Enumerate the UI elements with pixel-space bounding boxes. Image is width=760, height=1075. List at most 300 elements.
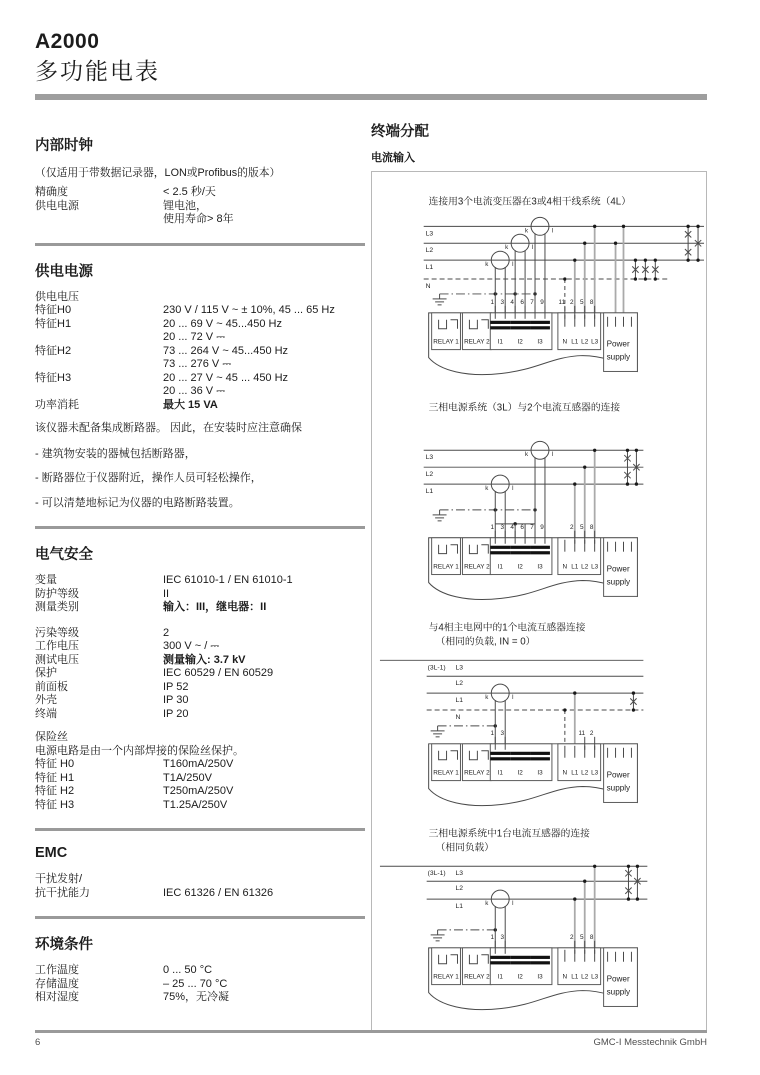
section-separator [35, 526, 365, 529]
spec-row-group [35, 873, 365, 900]
terminal-number: 1 [490, 933, 495, 941]
junction-dot [644, 277, 647, 280]
terminal-number: 7 [530, 298, 534, 306]
spec-label: 特征 H1 [35, 771, 75, 784]
shorting-link [510, 321, 530, 324]
section-separator [35, 828, 365, 831]
terminal-number: 8 [589, 933, 594, 941]
spec-value [163, 372, 365, 399]
shorting-link [490, 757, 510, 760]
junction-dot [644, 258, 647, 261]
spec-value [163, 601, 365, 615]
current-input-label: I2 [517, 769, 523, 777]
line-label: L1 [455, 903, 464, 911]
ct-l-label: l [512, 694, 514, 702]
section-heading: 环境条件 [35, 937, 93, 953]
spec-value [163, 291, 365, 305]
junction-dot [626, 482, 629, 485]
spec-row [35, 758, 365, 772]
spec-label: 抗干扰能力 [35, 886, 90, 899]
spec-value-line: T1.25A/250V [163, 798, 228, 811]
spec-value [163, 785, 365, 799]
junction-dot [635, 449, 638, 452]
junction-dot [593, 225, 596, 228]
section-internal-clock [35, 134, 365, 227]
header-rule [35, 94, 707, 100]
spec-value [163, 873, 365, 887]
spec-row [35, 964, 365, 978]
spec-label: 供电电压 [35, 290, 79, 303]
spec-value [163, 772, 365, 786]
spec-value [163, 399, 365, 413]
spec-value-line: 73 ... 264 V ~ 45...450 Hz [163, 344, 289, 357]
spec-value-line: < 2.5 秒/天 [163, 186, 216, 198]
spec-value [163, 200, 365, 227]
shorting-link [490, 321, 510, 324]
junction-dot [634, 258, 637, 261]
junction-dot [696, 258, 699, 261]
voltage-input-label: L1 [571, 563, 579, 571]
system-prefix-label: (3L-1) [427, 870, 446, 878]
current-input-label: I1 [497, 563, 503, 571]
terminal-number: 2 [570, 298, 574, 306]
junction-dot [583, 242, 586, 245]
spec-row [35, 991, 365, 1005]
spec-value [163, 667, 365, 681]
shorting-link [490, 752, 510, 755]
spec-value-line: 230 V / 115 V ~ ± 10%, 45 ... 65 Hz [163, 304, 335, 316]
shorting-link [510, 961, 530, 964]
junction-dot [654, 258, 657, 261]
shorting-link [530, 551, 550, 554]
spec-label: 特征H2 [35, 344, 72, 357]
current-input-label: I3 [537, 973, 543, 981]
spec-label: 变量 [35, 574, 57, 586]
ct-l-label: l [512, 900, 514, 908]
shorting-link [490, 546, 510, 549]
voltage-input-label: L3 [591, 563, 599, 571]
diagram-title: 连接用3个电流变压器在3或4相干线系统（4L） [428, 196, 631, 208]
spec-value [163, 345, 365, 372]
line-label: L1 [455, 697, 464, 705]
spec-label: 测试电压 [35, 653, 79, 666]
spec-value [163, 640, 365, 654]
ct-k-label: k [485, 900, 489, 908]
power-supply-label: Power [606, 339, 630, 349]
junction-dot [583, 465, 586, 468]
shorting-link [530, 757, 550, 760]
line-label: L2 [455, 885, 464, 893]
spec-label: 精确度 [35, 186, 68, 198]
bullet-list [35, 448, 365, 511]
spec-value [163, 758, 365, 772]
spec-label: 特征 H0 [35, 758, 75, 770]
ct-l-label: l [551, 451, 554, 459]
spec-row [35, 694, 365, 708]
spec-value [163, 588, 365, 602]
section-heading: 内部时钟 [35, 138, 93, 154]
terminal-number: 7 [530, 523, 534, 531]
shorting-link [490, 326, 510, 329]
voltage-input-label: N [562, 973, 568, 981]
wiring-diagram-3 [372, 614, 706, 810]
terminal-heading: 终端分配 [371, 124, 429, 140]
terminal-number: 4 [510, 523, 514, 531]
line-label: N [455, 713, 461, 721]
voltage-input-label: L2 [581, 769, 589, 777]
section-heading: 供电电源 [35, 263, 93, 280]
power-supply-label: Power [606, 770, 630, 780]
spec-value-line: IEC 61010-1 / EN 61010-1 [163, 574, 293, 586]
voltage-input-label: N [562, 563, 568, 571]
diagram-subtitle: （相同负载） [435, 842, 495, 854]
shorting-link [530, 956, 550, 959]
shorting-link [510, 326, 530, 329]
spec-row [35, 708, 365, 722]
relay-label: RELAY 2 [464, 973, 490, 981]
spec-value-line: 输入：III，继电器：II [163, 601, 267, 613]
bullet-item: - 断路器位于仪器附近，操作人员可轻松操作， [35, 472, 262, 484]
line-label: N [425, 282, 431, 290]
relay-label: RELAY 1 [433, 769, 459, 777]
power-supply-label: supply [606, 987, 631, 997]
junction-dot [636, 865, 639, 868]
voltage-input-label: L3 [591, 338, 599, 346]
page-footer [35, 1030, 707, 1048]
relay-label: RELAY 2 [464, 563, 490, 571]
ct-l-label: l [512, 485, 514, 493]
shorting-link [530, 961, 550, 964]
spec-row-group [35, 964, 365, 1005]
spec-value [163, 991, 365, 1005]
line-label: L1 [425, 488, 434, 496]
power-supply-label: supply [606, 352, 631, 362]
spec-row [35, 654, 365, 668]
terminal-number: 9 [540, 523, 544, 531]
spec-value-line: II [163, 587, 170, 600]
voltage-input-label: L3 [591, 769, 599, 777]
spec-value [163, 708, 365, 722]
spec-row [35, 627, 365, 641]
terminal-number: 5 [579, 523, 584, 531]
voltage-input-label: L1 [571, 338, 579, 346]
spec-label: 保护 [35, 667, 57, 679]
spec-row [35, 887, 365, 901]
spec-row [35, 640, 365, 654]
shorting-link [490, 961, 510, 964]
section-power-supply [35, 260, 365, 511]
shorting-link [510, 551, 530, 554]
power-supply-label: Power [606, 564, 630, 574]
shorting-link [530, 546, 550, 549]
wiring-diagram-4 [372, 820, 706, 1014]
diagram-title: 三相电源系统中1台电流互感器的连接 [428, 828, 590, 840]
spec-row [35, 186, 365, 200]
junction-dot [563, 708, 566, 711]
terminal-number: 3 [500, 729, 504, 737]
spec-row [35, 873, 365, 887]
spec-value-line: T160mA/250V [163, 758, 234, 770]
footer-rule [35, 1030, 707, 1033]
section-electrical-safety [35, 543, 365, 812]
spec-value-line: 2 [163, 626, 170, 639]
section-heading: 电气安全 [35, 547, 93, 563]
spec-row [35, 799, 365, 813]
shorting-link [530, 752, 550, 755]
current-input-subheading: 电流输入 [371, 152, 415, 164]
terminal-number: 6 [520, 298, 524, 306]
ct-k-label: k [524, 451, 529, 459]
terminal-number: 3 [500, 298, 504, 306]
terminal-column [371, 120, 707, 1031]
junction-dot [632, 691, 635, 694]
shorting-link [490, 551, 510, 554]
spec-label: 特征H1 [35, 317, 72, 330]
spec-label: 功率消耗 [35, 398, 79, 411]
terminal-number: 6 [520, 523, 524, 531]
line-label: L3 [455, 664, 464, 672]
junction-dot [593, 449, 596, 452]
spec-value-line: IEC 60529 / EN 60529 [163, 667, 274, 679]
voltage-input-label: L2 [581, 563, 589, 571]
line-label: L2 [455, 680, 464, 688]
ct-l-label: l [551, 227, 554, 235]
voltage-input-label: L1 [571, 769, 579, 777]
spec-column [35, 120, 365, 1031]
terminal-number: 11 [578, 729, 586, 737]
junction-dot [622, 225, 625, 228]
section-text-line: 该仪器未配备集成断路器。 因此，在安装时应注意确保 [35, 422, 303, 434]
spec-value-line: IP 30 [163, 694, 189, 706]
spec-value-line: 测量输入: 3.7 kV [163, 653, 246, 666]
bullet-item: - 建筑物安装的器械包括断路器， [35, 447, 196, 460]
spec-row [35, 588, 365, 602]
spec-value [163, 318, 365, 345]
terminal-number: 1 [490, 523, 495, 531]
spec-value [163, 186, 365, 200]
terminal-number: 8 [589, 298, 594, 306]
spec-value-line: IP 52 [163, 680, 189, 693]
company-name: GMC-I Messtechnik GmbH [593, 1037, 707, 1048]
spec-label: 干扰发射/ [35, 873, 83, 885]
current-input-label: I3 [537, 338, 543, 346]
relay-label: RELAY 1 [433, 563, 459, 571]
relay-label: RELAY 2 [464, 338, 490, 346]
current-input-label: I2 [517, 338, 523, 346]
junction-dot [573, 897, 576, 900]
spec-value [163, 654, 365, 668]
spec-value [163, 681, 365, 695]
content-columns [35, 120, 707, 1031]
spec-row [35, 304, 365, 318]
spec-label: 存储温度 [35, 977, 79, 990]
diagram-subtitle: （相同的负载, IN = 0） [435, 636, 536, 648]
line-label: L3 [455, 870, 464, 878]
section-environment [35, 933, 365, 1005]
spec-row [35, 772, 365, 786]
spec-label: 特征 H3 [35, 798, 75, 811]
wiring-diagram-2 [372, 392, 706, 604]
shorting-link [510, 757, 530, 760]
spec-row-group [35, 186, 365, 227]
spec-label: 特征H3 [35, 371, 72, 384]
terminal-number: 8 [589, 523, 594, 531]
spec-label: 特征H0 [35, 304, 72, 316]
terminal-number: 2 [589, 729, 594, 737]
spec-row [35, 681, 365, 695]
shorting-link [530, 321, 550, 324]
system-prefix-label: (3L-1) [427, 664, 446, 672]
section-separator [35, 243, 365, 246]
page-title: 多功能电表 [35, 58, 160, 84]
junction-dot [614, 242, 617, 245]
junction-dot [573, 691, 576, 694]
section-text [35, 422, 365, 436]
spec-label: 外壳 [35, 694, 57, 706]
voltage-input-label: N [562, 769, 568, 777]
junction-dot [626, 449, 629, 452]
spec-value-line: 20 ... 36 V ⎓ [163, 385, 225, 397]
spec-value-line: – 25 ... 70 °C [163, 977, 228, 990]
terminal-number: 1 [490, 729, 495, 737]
ct-k-label: k [485, 485, 489, 493]
voltage-input-label: L2 [581, 338, 589, 346]
terminal-number: 5 [579, 933, 584, 941]
junction-dot [573, 258, 576, 261]
spec-row [35, 345, 365, 372]
spec-value [163, 964, 365, 978]
spec-value-line: 锂电池， [163, 199, 207, 212]
ct-k-label: k [505, 244, 509, 252]
spec-label: 供电电源 [35, 199, 79, 212]
section-text [35, 731, 365, 758]
terminal-number: 11 [558, 298, 566, 306]
terminal-number: 9 [540, 298, 544, 306]
spec-label: 特征 H2 [35, 785, 75, 797]
spec-row [35, 318, 365, 345]
terminal-number: 2 [570, 933, 574, 941]
spec-value-line: IEC 61326 / EN 61326 [163, 886, 274, 899]
line-label: L2 [425, 471, 434, 479]
spec-row [35, 372, 365, 399]
spec-value [163, 978, 365, 992]
spec-row-group [35, 627, 365, 722]
junction-dot [635, 482, 638, 485]
power-supply-label: Power [606, 974, 630, 984]
current-input-label: I2 [517, 563, 523, 571]
terminal-number: 3 [500, 933, 504, 941]
bullet-item: - 可以清楚地标记为仪器的电路断路装置。 [35, 496, 240, 509]
page-number: 6 [35, 1037, 41, 1048]
section-text-line: 保险丝 [35, 731, 68, 743]
shorting-link [510, 752, 530, 755]
junction-dot [573, 482, 576, 485]
spec-value-line: 0 ... 50 °C [163, 964, 213, 976]
spec-row [35, 785, 365, 799]
spec-label: 工作电压 [35, 640, 79, 652]
spec-value [163, 694, 365, 708]
spec-value [163, 304, 365, 318]
current-input-label: I1 [497, 973, 503, 981]
current-input-label: I3 [537, 563, 543, 571]
ct-k-label: k [485, 694, 489, 702]
relay-label: RELAY 2 [464, 769, 490, 777]
datasheet-page [35, 30, 707, 1031]
power-supply-label: supply [606, 577, 631, 587]
spec-row-group [35, 574, 365, 615]
spec-row [35, 601, 365, 615]
relay-label: RELAY 1 [433, 973, 459, 981]
spec-row [35, 574, 365, 588]
terminal-number: 5 [579, 298, 584, 306]
spec-value-line: 最大 15 VA [163, 398, 218, 411]
section-emc [35, 845, 365, 900]
line-label: L2 [425, 247, 434, 255]
spec-value [163, 887, 365, 901]
power-supply-label: supply [606, 783, 631, 793]
current-input-label: I1 [497, 769, 503, 777]
spec-row [35, 978, 365, 992]
ct-l-label: l [532, 244, 534, 252]
line-label: L3 [425, 454, 434, 462]
junction-dot [563, 277, 566, 280]
spec-value [163, 799, 365, 813]
spec-label: 前面板 [35, 680, 68, 693]
terminal-number: 4 [510, 298, 514, 306]
junction-dot [654, 277, 657, 280]
section-heading: EMC [35, 845, 68, 861]
shorting-link [510, 956, 530, 959]
section-note: （仅适用于带数据记录器，LON或Profibus的版本） [35, 167, 281, 179]
diagram-panel [371, 171, 707, 1031]
diagram-title: 三相电源系统（3L）与2个电流互感器的连接 [428, 402, 621, 414]
spec-value-line: 20 ... 69 V ~ 45...450 Hz [163, 317, 282, 330]
voltage-input-label: L1 [571, 973, 579, 981]
terminal-number: 2 [570, 523, 574, 531]
junction-dot [583, 880, 586, 883]
junction-dot [627, 865, 630, 868]
spec-label: 污染等级 [35, 626, 79, 639]
spec-value-line: 20 ... 27 V ~ 45 ... 450 Hz [163, 371, 289, 384]
spec-label: 终端 [35, 707, 57, 720]
spec-row [35, 667, 365, 681]
spec-value-line: 20 ... 72 V ⎓ [163, 331, 225, 343]
spec-value-line: 75%，无冷凝 [163, 991, 230, 1003]
relay-label: RELAY 1 [433, 338, 459, 346]
spec-value-line: 300 V ~ / ⎓ [163, 640, 220, 652]
junction-dot [696, 225, 699, 228]
section-separator [35, 916, 365, 919]
shorting-link [530, 326, 550, 329]
voltage-input-label: L2 [581, 973, 589, 981]
spec-label: 防护等级 [35, 587, 79, 600]
line-label: L1 [425, 264, 434, 272]
spec-row-group [35, 758, 365, 812]
spec-value-line: 73 ... 276 V ⎓ [163, 358, 232, 370]
voltage-input-label: L3 [591, 973, 599, 981]
terminal-number: 1 [490, 298, 495, 306]
shorting-link [510, 546, 530, 549]
diagram-title: 与4相主电网中的1个电流互感器连接 [428, 622, 586, 634]
wiring-diagram-1 [372, 184, 706, 382]
spec-value-line: T250mA/250V [163, 785, 234, 797]
junction-dot [634, 277, 637, 280]
junction-dot [686, 258, 689, 261]
spec-label: 测量类别 [35, 601, 79, 613]
spec-row-group [35, 291, 365, 413]
current-input-label: I2 [517, 973, 523, 981]
terminal-number: 3 [500, 523, 504, 531]
